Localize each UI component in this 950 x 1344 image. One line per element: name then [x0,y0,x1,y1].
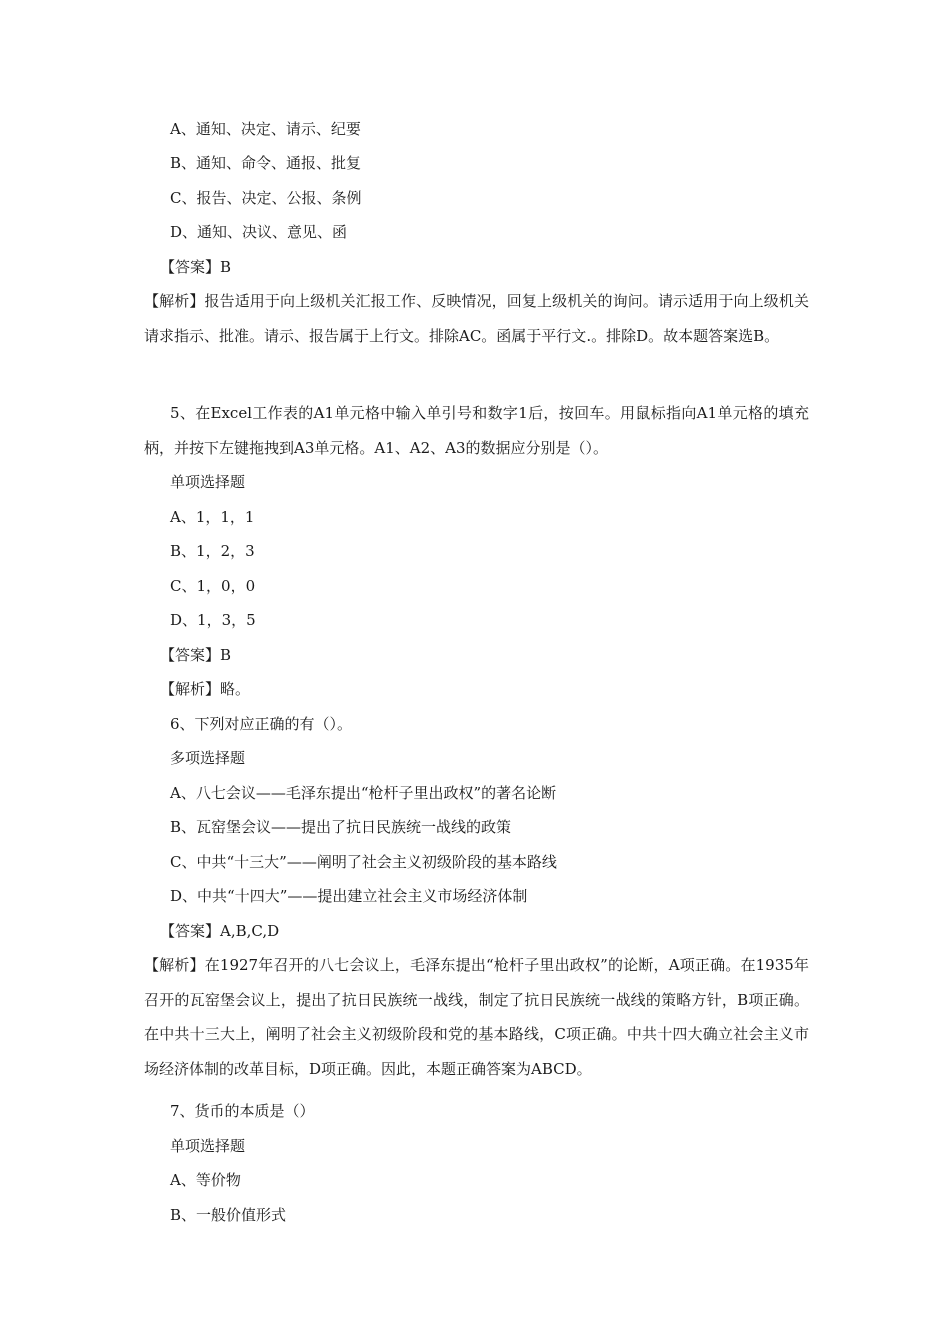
q7-option-b: B、一般价值形式 [170,1206,287,1224]
q7-type: 单项选择题 [170,1137,246,1155]
q4-explanation: 【解析】报告适用于向上级机关汇报工作、反映情况，回复上级机关的询问。请示适用于向上级机关请求指示、批准。请示、报告属于上行文。排除AC。函属于平行文.。排除D。故本题答案选B。 [144,292,809,345]
q5-stem-text: 5、在Excel工作表的A1单元格中输入单引号和数字1后，按回车。用鼠标指向A1单元格的填充柄，并按下左键拖拽到A3单元格。A1、A2、A3的数据应分别是（）。 [144,404,809,457]
q6-type: 多项选择题 [170,749,246,767]
q4-option-a: A、通知、决定、请示、纪要 [170,120,361,138]
q5-stem [144,396,809,465]
q5-answer: 【答案】B [160,646,232,664]
q6-explanation: 【解析】在1927年召开的八七会议上，毛泽东提出“枪杆子里出政权”的论断，A项正确。在1935年召开的瓦窑堡会议上，提出了抗日民族统一战线，制定了抗日民族统一战线的策略方针，B项正确。在中共十三大上，阐明了社会主义初级阶段和党的基本路线，C项正确。中共十四大确立社会主义市场经济体制的改革目标，D项正确。因此，本题正确答案为ABCD。 [144,956,809,1078]
q6-option-b: B、瓦窑堡会议——提出了抗日民族统一战线的政策 [170,818,512,836]
q6-option-c: C、中共“十三大”——阐明了社会主义初级阶段的基本路线 [170,853,557,871]
q5-option-a: A、1，1，1 [170,508,255,526]
q5-explanation: 【解析】略。 [160,680,251,698]
q5-option-b: B、1，2，3 [170,542,255,560]
q5-type: 单项选择题 [170,473,246,491]
q7-stem: 7、货币的本质是（） [170,1102,315,1120]
q4-option-b: B、通知、命令、通报、批复 [170,154,362,172]
q4-option-c: C、报告、决定、公报、条例 [170,189,362,207]
q6-option-d: D、中共“十四大”——提出建立社会主义市场经济体制 [170,887,528,905]
q5-option-d: D、1，3，5 [170,611,256,629]
q4-option-d: D、通知、决议、意见、函 [170,223,348,241]
q6-answer: 【答案】A,B,C,D [160,922,280,940]
q6-stem: 6、下列对应正确的有（）。 [170,715,353,733]
q7-option-a: A、等价物 [170,1171,241,1189]
q4-answer: 【答案】B [160,258,232,276]
q5-option-c: C、1，0，0 [170,577,256,595]
q6-option-a: A、八七会议——毛泽东提出“枪杆子里出政权”的著名论断 [170,784,557,802]
